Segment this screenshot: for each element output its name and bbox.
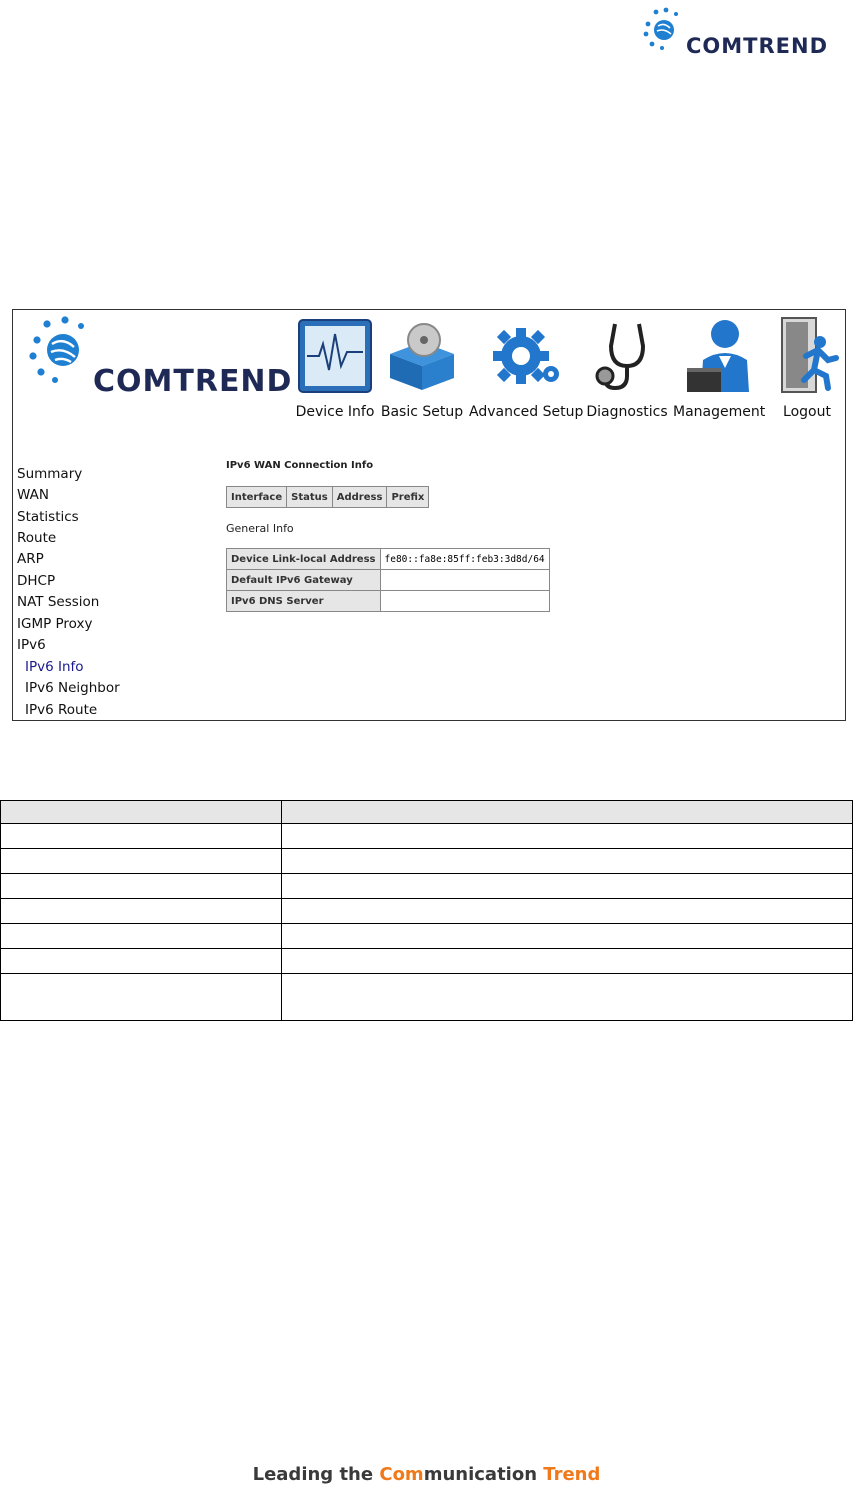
sidebar <box>13 450 178 720</box>
col-address: Address <box>332 487 387 508</box>
management-icon <box>679 316 759 396</box>
table-cell <box>1 849 282 874</box>
advanced-setup-icon <box>485 316 565 396</box>
col-prefix: Prefix <box>387 487 429 508</box>
nav-basic-setup[interactable] <box>379 316 465 428</box>
comtrend-globe-icon <box>19 310 99 406</box>
table-row <box>227 570 550 591</box>
nav-advanced-setup-label: Advanced Setup <box>469 404 584 420</box>
table-cell <box>282 899 853 924</box>
table-cell <box>282 824 853 849</box>
table-cell <box>1 974 282 1021</box>
nav-device-info[interactable] <box>293 316 377 428</box>
table-header-row <box>227 487 429 508</box>
table-row <box>1 924 853 949</box>
table-row <box>1 949 853 974</box>
table-row <box>1 899 853 924</box>
nav-diagnostics-label: Diagnostics <box>586 404 668 420</box>
table-cell <box>1 924 282 949</box>
top-brand-logo <box>636 4 846 60</box>
nav-management[interactable] <box>673 316 765 428</box>
sidebar-item-ipv6-neighbor[interactable]: IPv6 Neighbor <box>25 680 120 696</box>
table-cell <box>1 949 282 974</box>
router-screenshot <box>12 309 846 721</box>
nav-device-info-label: Device Info <box>295 404 375 420</box>
table-cell <box>282 924 853 949</box>
row-label: Default IPv6 Gateway <box>227 570 381 591</box>
router-logo <box>19 310 299 410</box>
tagline-prefix: Leading the <box>252 1464 380 1485</box>
sidebar-item-ipv6-route[interactable]: IPv6 Route <box>25 702 98 718</box>
sidebar-item-igmp-proxy[interactable]: IGMP Proxy <box>17 616 93 632</box>
field-description-table <box>0 800 853 1021</box>
sidebar-item-nat-session[interactable]: NAT Session <box>17 594 100 610</box>
router-main-content <box>178 450 845 720</box>
table-row <box>227 591 550 612</box>
table-cell <box>282 974 853 1021</box>
basic-setup-icon <box>382 316 462 396</box>
tagline-accent-trend: Trend <box>543 1464 601 1485</box>
router-brand-wordmark: COMTREND <box>93 364 293 399</box>
sidebar-item-dhcp[interactable]: DHCP <box>17 573 56 589</box>
row-label: Device Link-local Address <box>227 549 381 570</box>
table-row <box>1 824 853 849</box>
table-row <box>1 974 853 1021</box>
footer-tagline <box>0 1464 853 1485</box>
logout-icon <box>772 316 842 396</box>
table-cell <box>282 949 853 974</box>
row-label: IPv6 DNS Server <box>227 591 381 612</box>
tagline-mid: munication <box>423 1464 544 1485</box>
sidebar-item-ipv6-info[interactable]: IPv6 Info <box>25 659 84 675</box>
sidebar-item-route[interactable]: Route <box>17 530 57 546</box>
nav-management-label: Management <box>673 404 766 420</box>
brand-wordmark: COMTREND <box>686 34 829 58</box>
router-header <box>13 310 845 440</box>
sidebar-item-wan[interactable]: WAN <box>17 487 49 503</box>
nav-logout[interactable] <box>769 316 845 428</box>
table-row <box>1 874 853 899</box>
default-gateway-value <box>380 570 549 591</box>
col-status: Status <box>287 487 333 508</box>
table-cell <box>1 824 282 849</box>
stethoscope-icon <box>587 316 667 396</box>
table-cell <box>282 849 853 874</box>
comtrend-globe-icon <box>636 4 688 60</box>
dns-server-value <box>380 591 549 612</box>
nav-basic-setup-label: Basic Setup <box>380 404 464 420</box>
nav-advanced-setup[interactable] <box>469 316 584 428</box>
table-header-cell <box>282 801 853 824</box>
col-interface: Interface <box>227 487 287 508</box>
nav-diagnostics[interactable] <box>585 316 669 428</box>
table-row <box>1 849 853 874</box>
device-info-icon <box>295 316 375 396</box>
table-header-cell <box>1 801 282 824</box>
table-header-row <box>1 801 853 824</box>
table-cell <box>282 874 853 899</box>
sidebar-item-ipv6[interactable]: IPv6 <box>17 637 46 653</box>
wan-connection-table <box>226 486 429 508</box>
link-local-address-value: fe80::fa8e:85ff:feb3:3d8d/64 <box>380 549 549 570</box>
nav-logout-label: Logout <box>783 404 831 420</box>
table-row <box>227 549 550 570</box>
sidebar-item-statistics[interactable]: Statistics <box>17 509 79 525</box>
sidebar-item-arp[interactable]: ARP <box>17 551 44 567</box>
table-cell <box>1 874 282 899</box>
wan-connection-title: IPv6 WAN Connection Info <box>226 460 374 471</box>
general-info-title: General Info <box>226 522 294 535</box>
table-cell <box>1 899 282 924</box>
tagline-accent-com: Com <box>379 1464 424 1485</box>
sidebar-item-summary[interactable]: Summary <box>17 466 83 482</box>
general-info-table <box>226 548 550 612</box>
